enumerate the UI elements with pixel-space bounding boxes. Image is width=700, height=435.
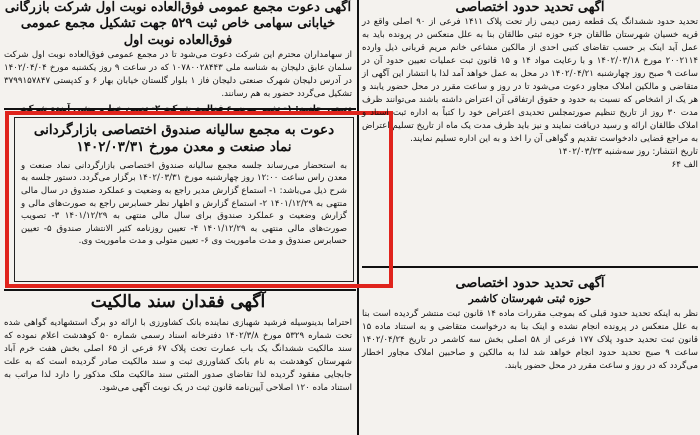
- lost-deed-body: احتراما بدینوسیله فرشید شهبازی نماینده بانک کشاورزی با ارائه دو برگ استشهادیه گواهی شده تحت شماره ۵۳۲۹ مورخ ۱۴۰۲/۳/۸ دفترخانه اسناد رسمی شماره ۵۰ کوهدشت اعلام نموده که سند مالکیت ششدانگ یک باب عمارت تحت پلاک ۶۷ فرعی از ۶۵ اصلی بخش هفت خرم آباد شهرستان کوهدشت به نام بانک کشاورزی ثبت و سند مالکیت صادر گردیده است که به علت جابجایی مفقود گردیده لذا تقاضای صدور المثنی سند مالکیت ملک مذکور را دارد لذا مراتب به استناد ماده ۱۲۰ اصلاحی آیین‌نامه قانون ثبت در یک نوبت آگهی می‌شود.: [4, 318, 352, 394]
- ad-agenda: دستور جلسه: ۱- تغییر موضوع فعالیت شرکت ۲- تعیین خط و مشی آینده شرکت: [19, 103, 352, 114]
- boundary-body-2: نظر به اینکه تحدید حدود قبلی که بموجب مقررات ماده ۱۴ قانون ثبت منتشر گردیده است بنا به علل منعکس در پرونده انجام نشده و اینک بنا به درخواست متقاضی و به استناد ماده ۱۵ قانون ثبت تحدید حدود پلاک ۱۷۷ فرعی از ۵۸ اصلی بخش سه کاشمر در تاریخ ۱۴۰۲/۰۴/۲۴ ساعت ۹ صبح تحدید حدود انجام خواهد شد لذا به مالکین و صاحبین املاک مجاور اخطار می‌گردد که در روز و ساعت مقرر در محل حضور یابند.: [362, 309, 699, 372]
- boundary-ad-taleghan: [362, 0, 698, 262]
- registry-area: حوزه ثبتی شهرستان کاشمر: [468, 293, 592, 306]
- lost-deed-heading: آگهی فقدان سند مالکیت: [90, 292, 266, 312]
- boundary-heading-2: آگهی تحدید حدود اختصاصی: [455, 276, 605, 291]
- boundary-ad-kashmar: [362, 276, 698, 435]
- boundary-body: تحدید حدود ششدانگ یک قطعه زمین دیمی زار تحت پلاک ۱۴۱۱ فرعی از ۹۰ اصلی واقع در قریه خسیان شهرستان طالقان جزء حوزه ثبتی طالقان بنا به علل منعکس در پرونده باید به عمل آید اینک بر حسب تقاضای کتبی احدی از مالکین مشاعی خانم مریم قربانی ذیل وارده ۲۰۰۲۱۱۴ مورخ ۱۴۰۲/۰۳/۱۸ و با رعایت مواد ۱۴ و ۱۵ قانون ثبت عملیات تعیین حدود آن در ساعت ۹ صبح روز چهارشنبه ۱۴۰۲/۰۴/۲۱ در محل به عمل خواهد آمد لذا با انتشار این آگهی از متقاضی و مالکین املاک مجاور دعوت می‌شود تا در روز و ساعت مقرر در محل حضور یابند و هر یک از اشخاص که نسبت به حدود و حقوق ارتفاقی آن اعتراض داشته باشند می‌توانند ظرف مدت ۳۰ روز از تاریخ تنظیم صورتمجلس تحدیدی اعتراض خود را کتباً به اداره ثبت اسناد و املاک طالقان ارائه و رسید دریافت نمایند و نیز باید ظرف مدت یک ماه از تاریخ تسلیم اعتراض به مراجع قضایی دادخواست تقدیم و گواهی آن را اخذ و به این اداره تسلیم نمایند.: [362, 17, 698, 145]
- section-divider-right: [362, 266, 698, 268]
- notice-body: به استحضار می‌رساند جلسه مجمع سالیانه صندوق اختصاصی بازارگردانی نماد صنعت و معدن راس ساعت ۱۲:۰۰ روز چهارشنبه مورخ ۱۴۰۲/۰۳/۳۱ برگزار می‌گردد. دستور جلسه به شرح ذیل می‌باشد: ۱- استماع گزارش مدیر راجع به وضعیت و عملکرد صندوق در سال مالی منتهی به ۱۴۰۱/۱۲/۲۹ ۲- استماع گزارش و اظهار نظر حسابرس راجع به صورت‌های مالی و گزارش وضعیت و عملکرد صندوق برای سال مالی منتهی به ۱۴۰۱/۱۲/۲۹ ۳- تصویب صورت‌های مالی منتهی به ۱۴۰۱/۱۲/۲۹ ۴- تعیین روزنامه کثیر الانتشار صندوق ۵- تعیین حسابرس صندوق و مدت ماموریت وی ۶- تعیین متولی و مدت ماموریت وی.: [21, 160, 348, 247]
- ad-body: از سهامداران محترم این شرکت دعوت می‌شود تا در مجمع عمومی فوق‌العاده نوبت اول شرکت سلمان عابق دلیجان به شناسه ملی ۱۰۷۸۰۰۲۸۴۴۳ که در ساعت ۹ روز یکشنبه مورخ ۱۴۰۲/۰۴/۰۴ در آدرس دلیجان شهرک صنعتی دلیجان فاز ۱ بلوار گلستان خیابان بهار ۶ و کدپستی ۳۷۹۹۱۵۷۸۴۷ تشکیل می‌گردد حضور به هم رسانند.: [4, 49, 352, 99]
- lost-deed-ad: [4, 292, 352, 435]
- notice-title: دعوت به مجمع سالیانه صندوق اختصاصی بازارگردانی نماد صنعت و معدن مورخ ۱۴۰۲/۰۳/۳۱: [33, 122, 335, 155]
- publish-date: تاریخ انتشار: روز سه‌شنبه ۱۴۰۲/۰۳/۲۳: [558, 147, 698, 158]
- ad-code: الف ۶۴: [671, 160, 698, 171]
- ad-heading: آگهی دعوت مجمع عمومی فوق‌العاده نوبت اول شرکت بازرگانی خیابانی سهامی خاص ثبت ۵۲۹ جهت تشکیل مجمع عمومی فوق‌العاده نوبت اول: [4, 0, 352, 48]
- boundary-heading: آگهی تحدید حدود اختصاصی: [455, 0, 605, 15]
- fund-meeting-notice: [14, 117, 354, 282]
- section-divider-left-bottom: [4, 289, 356, 291]
- meeting-invitation-ad: [4, 0, 352, 114]
